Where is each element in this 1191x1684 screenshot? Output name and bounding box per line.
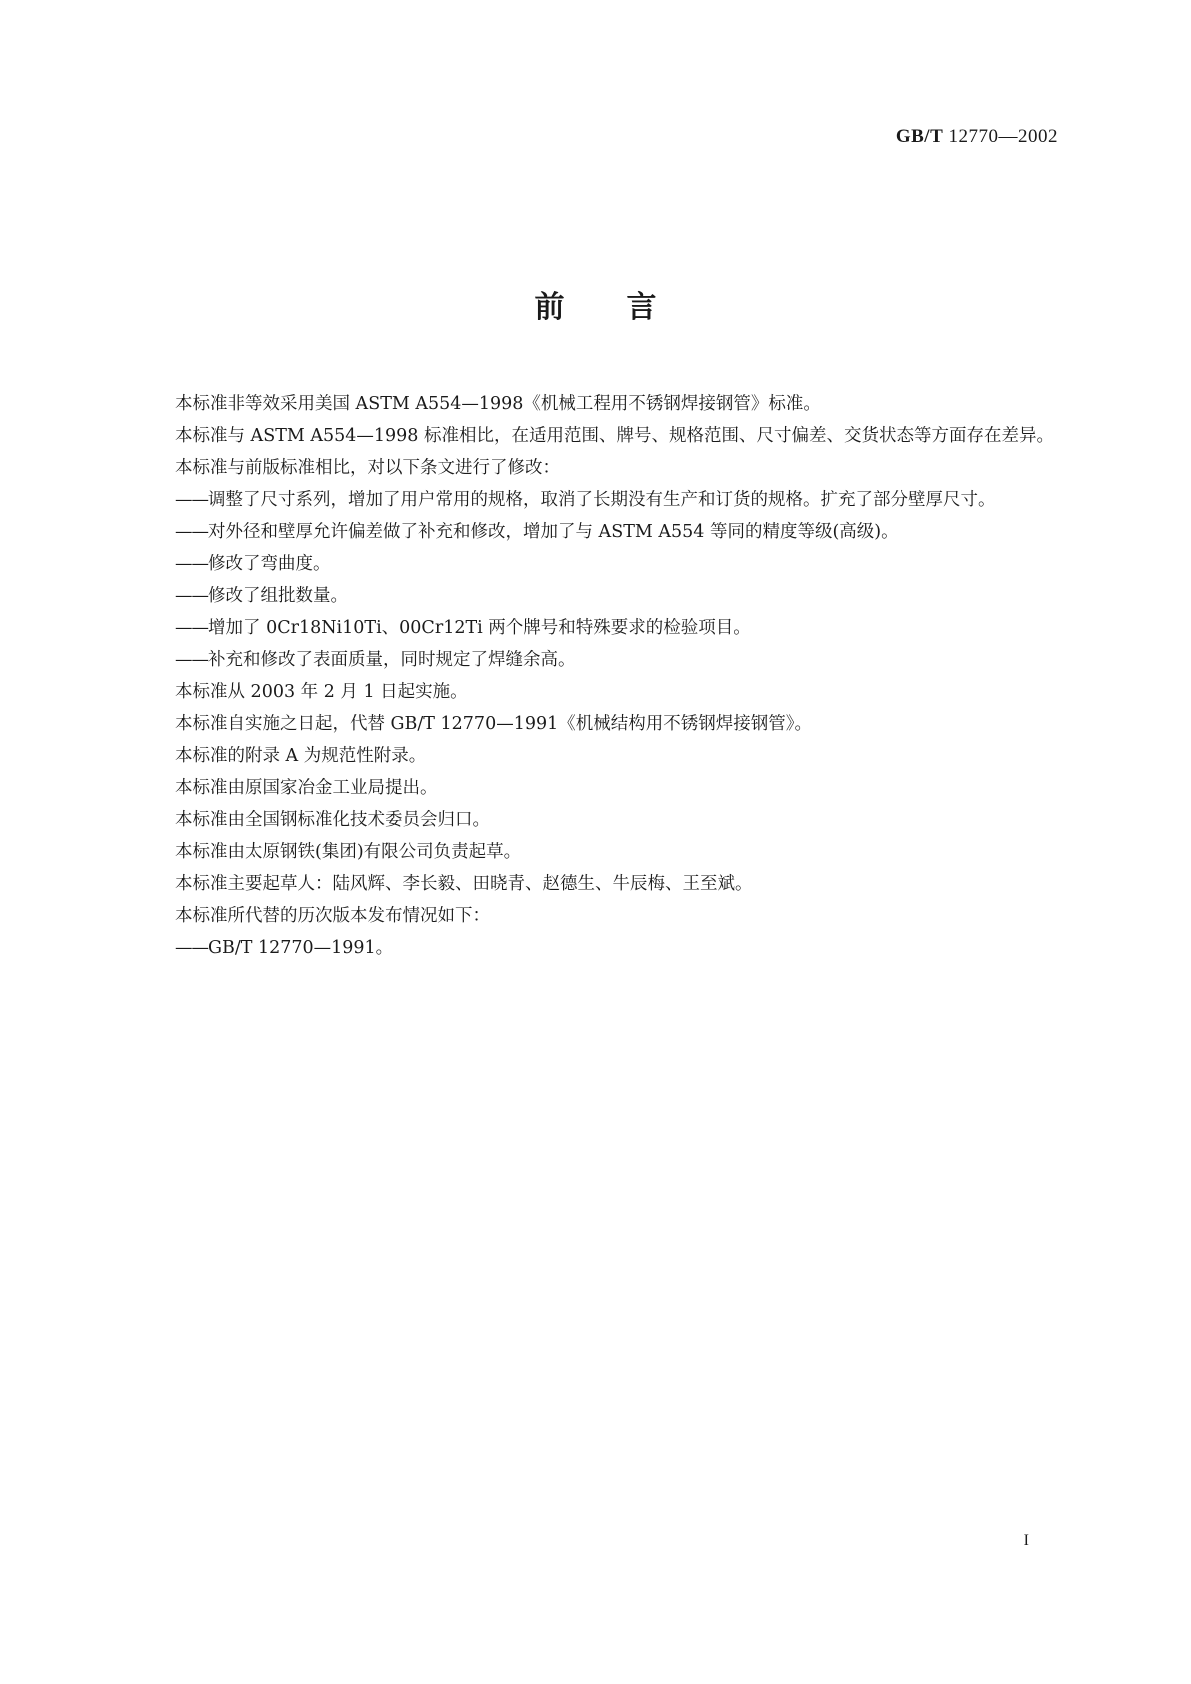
- statement: 本标准的附录 A 为规范性附录。: [175, 746, 427, 766]
- change-item: [140, 580, 1058, 612]
- dash-marker: ——: [175, 554, 208, 574]
- dash-marker: ——: [175, 522, 208, 542]
- statement: 本标准主要起草人：陆风辉、李长毅、田晓青、赵德生、牛辰梅、王至斌。: [175, 874, 753, 894]
- paragraph: 本标准非等效采用美国 ASTM A554—1998《机械工程用不锈钢焊接钢管》标准。: [175, 394, 821, 414]
- change-text: 补充和修改了表面质量，同时规定了焊缝余高。: [208, 650, 576, 670]
- change-item: [140, 484, 1058, 516]
- statement: 本标准由全国钢标准化技术委员会归口。: [175, 810, 490, 830]
- standard-prefix: GB/T: [895, 126, 944, 147]
- change-item: [140, 644, 1058, 676]
- dash-marker: ——: [175, 586, 208, 606]
- statement: 本标准所代替的历次版本发布情况如下：: [175, 906, 490, 926]
- paragraph: 本标准与 ASTM A554—1998 标准相比，在适用范围、牌号、规格范围、尺寸偏差、交货状态等方面存在差异。: [175, 426, 1054, 446]
- history-text: GB/T 12770—1991。: [208, 938, 394, 958]
- page-number: I: [1023, 1532, 1029, 1549]
- change-item: [140, 612, 1058, 644]
- change-item: [140, 548, 1058, 580]
- paragraph: 本标准与前版标准相比，对以下条文进行了修改：: [175, 458, 560, 478]
- statement: 本标准由太原钢铁(集团)有限公司负责起草。: [175, 842, 522, 862]
- history-item: [140, 932, 1058, 964]
- change-text: 修改了弯曲度。: [208, 554, 331, 574]
- change-text: 调整了尺寸系列，增加了用户常用的规格，取消了长期没有生产和订货的规格。扩充了部分壁厚尺寸。: [208, 490, 996, 510]
- dash-marker: ——: [175, 490, 208, 510]
- dash-marker: ——: [175, 938, 208, 958]
- change-text: 增加了 0Cr18Ni10Ti、00Cr12Ti 两个牌号和特殊要求的检验项目。: [208, 618, 751, 638]
- change-item: [140, 516, 1058, 548]
- statement: 本标准自实施之日起，代替 GB/T 12770—1991《机械结构用不锈钢焊接钢管》。: [175, 714, 812, 734]
- dash-marker: ——: [175, 650, 208, 670]
- foreword-body: [140, 388, 1058, 964]
- statement: 本标准由原国家冶金工业局提出。: [175, 778, 438, 798]
- change-text: 对外径和壁厚允许偏差做了补充和修改，增加了与 ASTM A554 等同的精度等级(高级)。: [208, 522, 899, 542]
- page-title: 前言: [534, 290, 719, 325]
- standard-number: 12770—2002: [948, 126, 1058, 147]
- statement: 本标准从 2003 年 2 月 1 日起实施。: [175, 682, 468, 702]
- change-text: 修改了组批数量。: [208, 586, 348, 606]
- dash-marker: ——: [175, 618, 208, 638]
- standard-code: [896, 126, 1058, 148]
